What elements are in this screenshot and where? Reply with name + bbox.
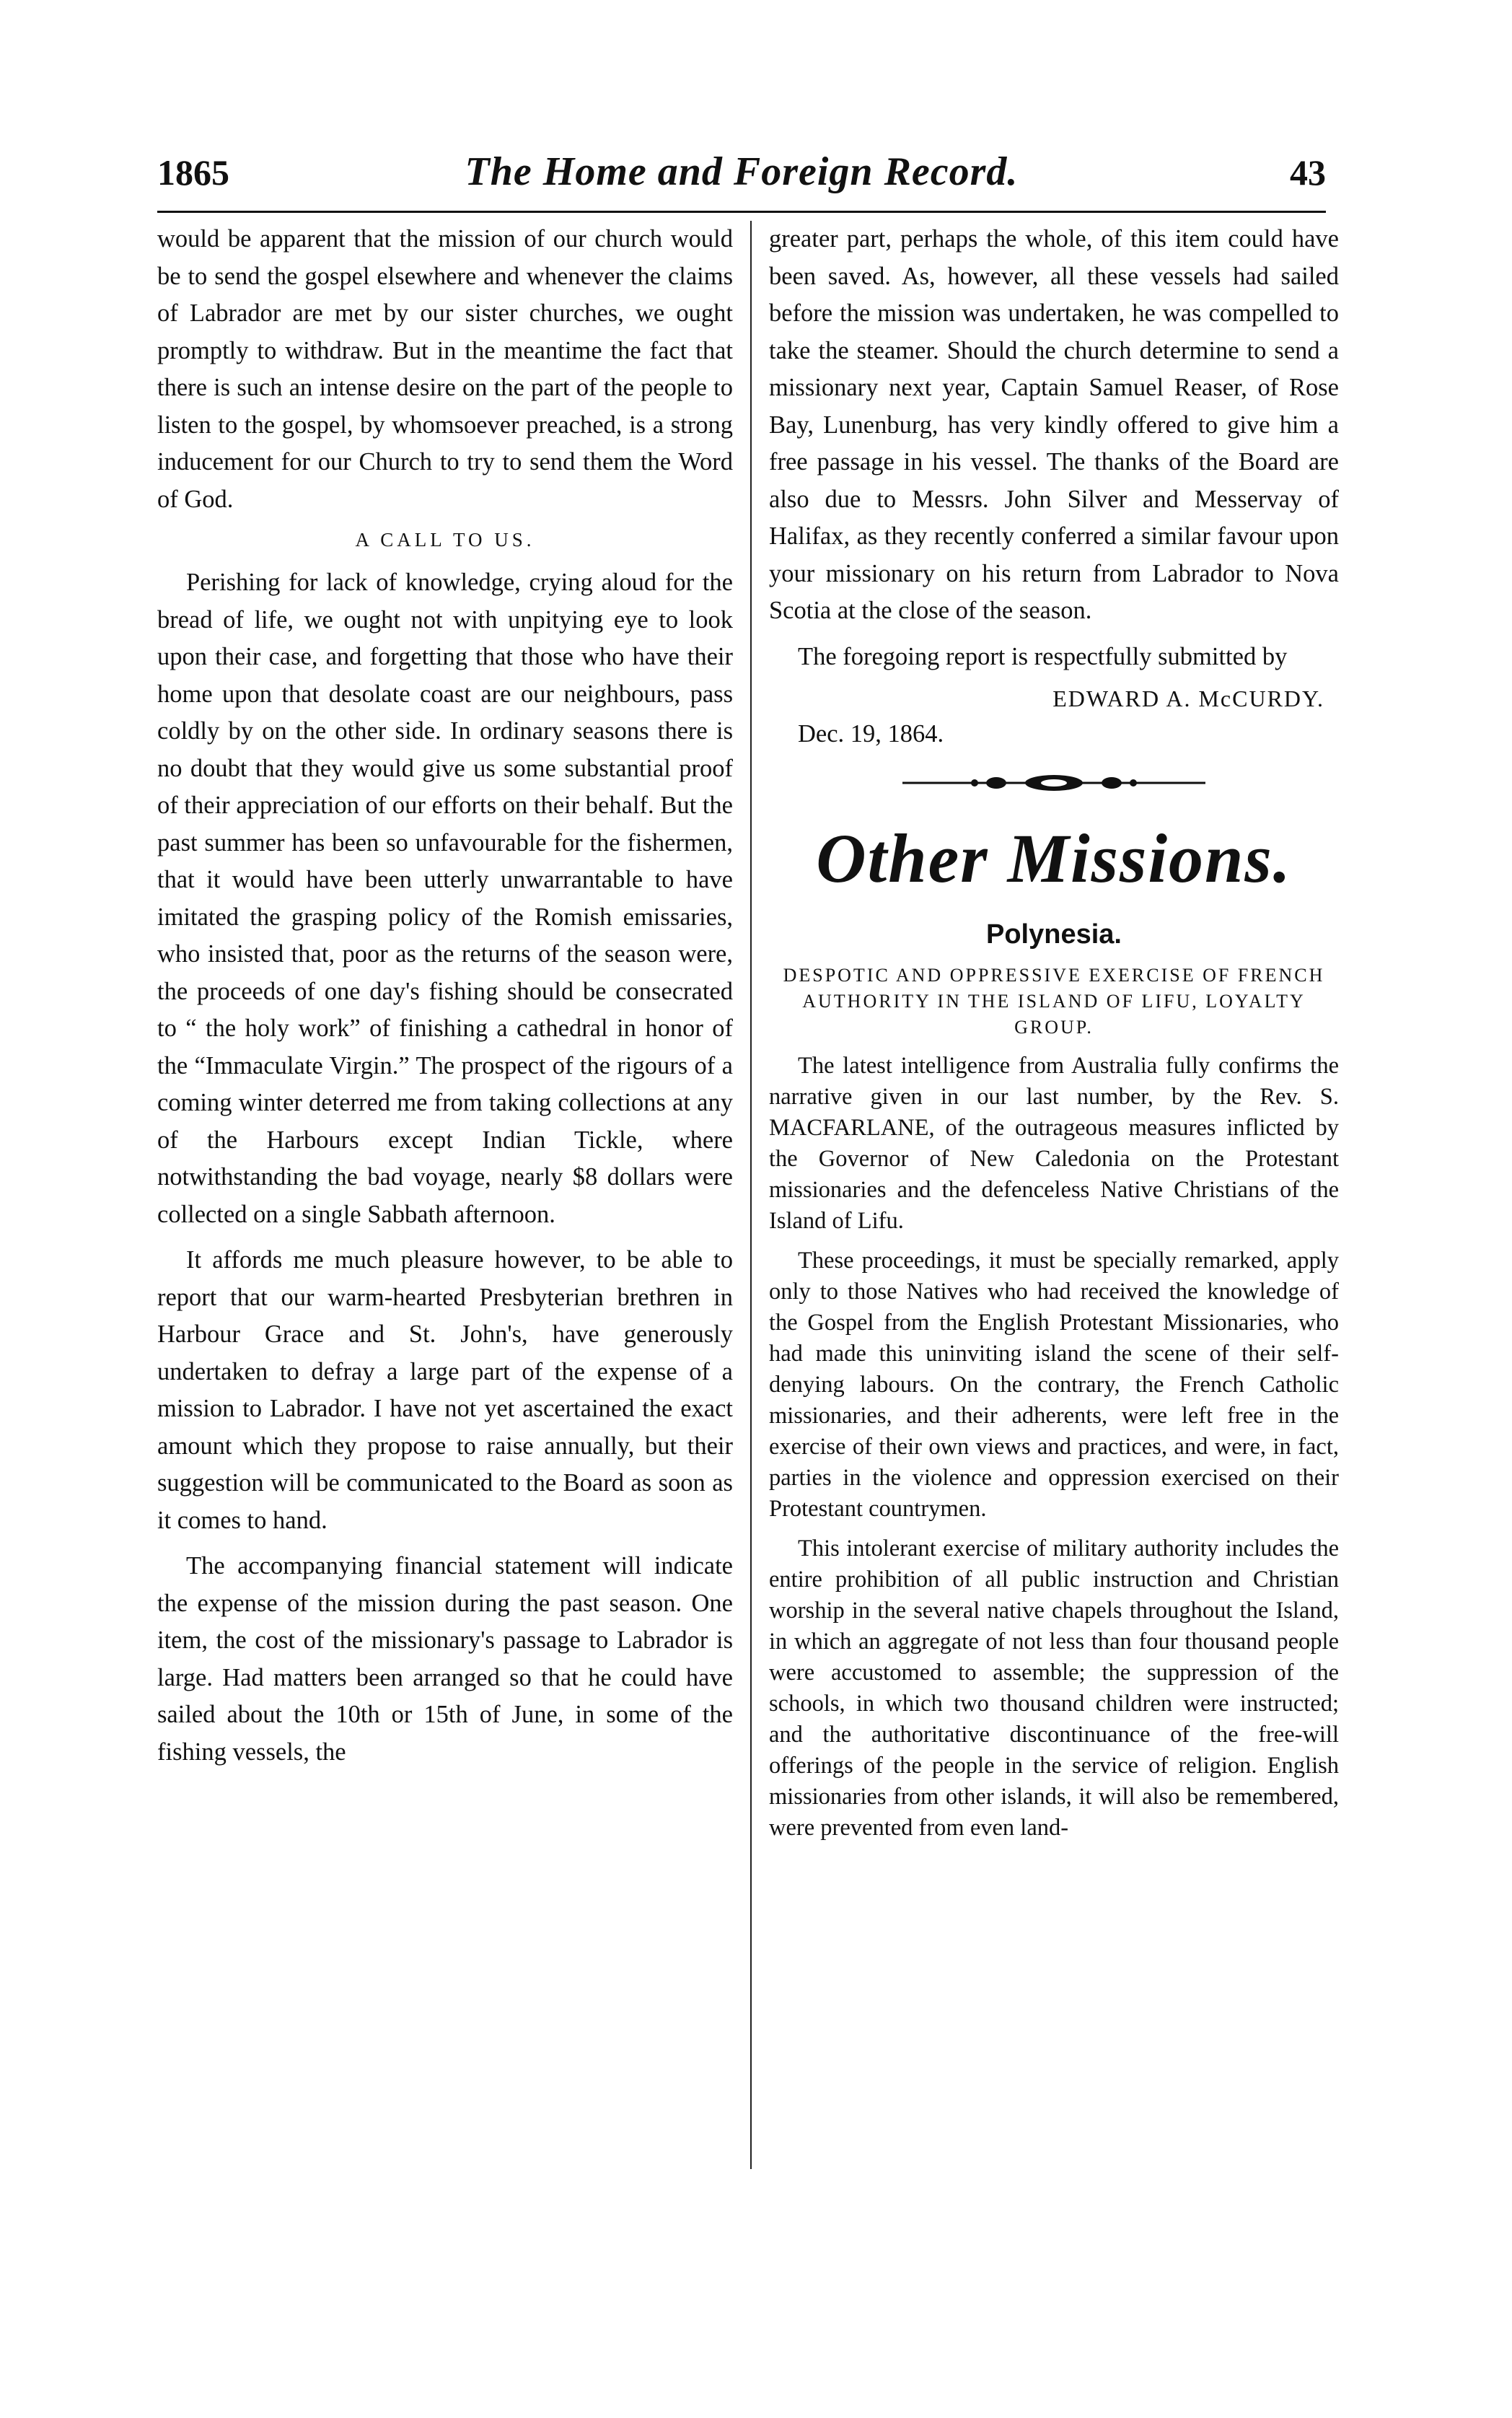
right-paragraph-5: This intolerant exercise of military authority includes the entire prohibition of all public instruction and Christian worship in the several native chapels throughout the Island, in which an aggregate of not less than four thousand people were accustomed to assemble; the suppression of the schools, in which two thousand children were instructed; and the authoritative discontinuance of the free-will offerings of the people in the service of religion. English missionaries from other islands, it will also be remembered, were prevented from even land- xyxy=(769,1535,1339,1841)
left-paragraph-4: The accompanying financial statement will indicate the expense of the mission during the past season. One item, the cost of the missionary's passage to Labrador is large. Had matters been arranged so that he could have sailed about the 10th or 15th of June, in some of the fishing vessels, the xyxy=(157,1552,733,1766)
report-conclusion xyxy=(769,221,1339,753)
right-column xyxy=(769,221,1339,2169)
article-heading: DESPOTIC AND OPPRESSIVE EXERCISE OF FRENCH AUTHORITY IN THE ISLAND OF LIFU, LOYALTY GROUP. xyxy=(783,964,1325,1038)
report-date: Dec. 19, 1864. xyxy=(798,720,944,748)
left-paragraph-3: It affords me much pleasure however, to be able to report that our warm-hearted Presbyterian brethren in Harbour Grace and St. John's, have generously undertaken to defray a large part of the expense of a mission to Labrador. I have not yet ascertained the exact amount which they propose to raise annually, but their suggestion will be communicated to the Board as soon as it comes to hand. xyxy=(157,1246,733,1534)
signature: EDWARD A. McCURDY. xyxy=(1052,685,1324,711)
left-paragraph-1: would be apparent that the mission of our church would be to send the gospel elsewhere and whenever the claims of Labrador are met by our sister churches, we ought promptly to withdraw. But in the meantime the fact that there is such an intense desire on the part of the people to listen to the gospel, by whomsoever preached, is a strong inducement for our Church to try to send them the Word of God. xyxy=(157,225,733,513)
left-paragraph-2: Perishing for lack of knowledge, crying aloud for the bread of life, we ought not with unpitying eye to look upon their case, and forgetting that those who have their home upon that desolate coast are our neighbours, pass coldly by on the other side. In ordinary seasons there is no doubt that they would give us some substantial proof of their appreciation of our efforts on their behalf. But the past summer has been so unfavourable for the fishermen, that it would have been utterly unwarrantable to have imitated the grasping policy of the Romish emissaries, who insisted that, poor as the returns of the season were, the proceeds of one day's fishing should be consecrated to “ the holy work” of finishing a cathedral in honor of the “Immaculate Virgin.” The prospect of the rigours of a coming winter deterred me from taking collections at any of the Harbours except Indian Tickle, where notwithstanding the bad voyage, nearly $8 dollars were collected on a single Sabbath afternoon. xyxy=(157,569,733,1228)
article-body xyxy=(769,1051,1339,1844)
header-page-number: 43 xyxy=(1290,152,1326,193)
column-divider xyxy=(750,221,752,2169)
section-title: Other Missions. xyxy=(816,819,1292,897)
header-title: The Home and Foreign Record. xyxy=(465,149,1019,194)
header-year: 1865 xyxy=(157,152,229,193)
subsection-title: Polynesia. xyxy=(986,919,1122,950)
right-paragraph-1: greater part, perhaps the whole, of this item could have been saved. As, however, all these vessels had sailed before the mission was undertaken, he was compelled to take the steamer. Should the church determine to send a missionary next year, Captain Samuel Reaser, of Rose Bay, Lunenburg, has very kindly offered to give him a free passage in his vessel. The thanks of the Board are also due to Messrs. John Silver and Messervay of Halifax, as they recently conferred a similar favour upon your missionary on his return from Labrador to Nova Scotia at the close of the season. xyxy=(769,225,1339,624)
left-column xyxy=(157,221,733,2169)
right-paragraph-2: The foregoing report is respectfully submitted by xyxy=(798,642,1288,670)
page-header xyxy=(157,144,1326,202)
left-subheading: A CALL TO US. xyxy=(355,529,535,551)
header-rule xyxy=(157,211,1326,213)
right-paragraph-3: The latest intelligence from Australia fully confirms the narrative given in our last number, by the Rev. S. MACFARLANE, of the outrageous measures inflicted by the Governor of New Caledonia on the Protestant missionaries and the defenceless Native Christians of the Island of Lifu. xyxy=(769,1052,1339,1234)
right-paragraph-4: These proceedings, it must be specially remarked, apply only to those Natives who had received the knowledge of the Gospel from the English Protestant Missionaries, who had made this uninviting island the scene of their self-denying labours. On the contrary, the French Catholic missionaries, and their adherents, were left free in the exercise of their own views and practices, and were, in fact, parties in the violence and oppression exercised on their Protestant countrymen. xyxy=(769,1247,1339,1522)
ornament-divider-icon xyxy=(895,772,1213,794)
